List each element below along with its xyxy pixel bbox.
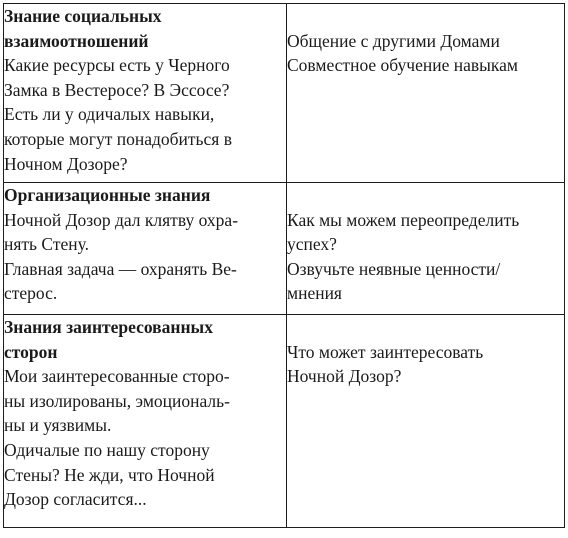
row-body-line: ны и уязвимы. (4, 415, 112, 436)
row-right-line: Озвучьте неявные ценности/ (287, 258, 501, 279)
row-heading-line: взаимоотношений (4, 30, 149, 51)
row-right-cell (287, 4, 565, 183)
row-right-line: Что может заинтересовать (287, 341, 484, 362)
row-body-line: Есть ли у одичалых навыки, (4, 104, 215, 125)
row-heading-line: Знания заинтересованных (4, 317, 213, 337)
row-body-line: Замка в Вестеросе? В Эссосе? (4, 79, 230, 100)
row-right-line: успех? (287, 234, 337, 255)
row-body-line: ны изолированы, эмоциональ- (4, 390, 230, 411)
row-body-line: Ночной Дозор дал клятву охра- (4, 209, 239, 230)
row-right-line: мнения (287, 283, 342, 304)
cell-spacer (287, 315, 564, 340)
knowledge-table (3, 3, 565, 528)
row-body-line: Ночном Дозоре? (4, 153, 128, 174)
row-body-line: Дозор согласится... (4, 489, 147, 510)
cell-spacer (287, 4, 564, 29)
row-right-cell (287, 315, 565, 528)
row-left-cell (4, 183, 287, 315)
row-body-line: нять Стену. (4, 234, 90, 255)
row-right-line: Как мы можем переопределить (287, 209, 520, 230)
row-body-line: Стены? Не жди, что Ночной (4, 464, 215, 485)
table-row (4, 183, 565, 315)
row-heading-line: Знание социальных (4, 6, 162, 26)
row-left-cell (4, 315, 287, 528)
row-body-line: Одичалые по нашу сторону (4, 439, 210, 460)
table-row (4, 4, 565, 183)
row-right-cell (287, 183, 565, 315)
cell-spacer (287, 183, 564, 208)
row-body-line: которые могут понадобиться в (4, 128, 232, 149)
row-body-line: стерос. (4, 283, 58, 304)
row-body-line: Мои заинтересованные сторо- (4, 366, 230, 387)
row-right-line: Общение с другими Домами (287, 30, 500, 51)
row-body-line: Какие ресурсы есть у Черного (4, 55, 230, 76)
row-body-line: Главная задача — охранять Ве- (4, 258, 237, 279)
row-heading-line: сторон (4, 341, 58, 362)
row-right-line: Совместное обучение навыкам (287, 55, 518, 76)
table-row (4, 315, 565, 528)
row-left-cell (4, 4, 287, 183)
row-heading-line: Организационные знания (4, 185, 211, 205)
row-right-line: Ночной Дозор? (287, 366, 402, 387)
